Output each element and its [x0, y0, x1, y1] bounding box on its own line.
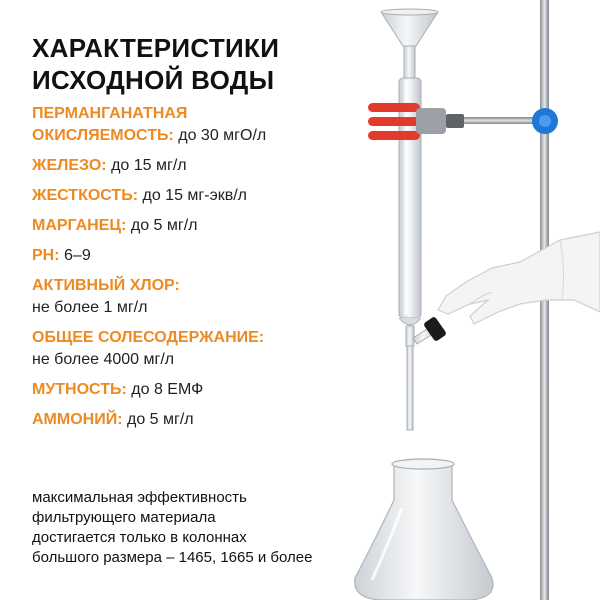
- property-label: АММОНИЙ:: [32, 411, 123, 428]
- property-label: МУТНОСТЬ:: [32, 381, 127, 398]
- efficiency-note: [32, 488, 372, 568]
- note-line-3: достигается только в колоннах: [32, 529, 247, 546]
- note-line-1: максимальная эффективность: [32, 489, 247, 506]
- flask-icon: [355, 459, 493, 600]
- property-manganese: [32, 215, 392, 237]
- property-value: до 5 мг/л: [127, 411, 194, 428]
- property-active-chlorine: [32, 275, 392, 319]
- property-iron: [32, 155, 392, 177]
- property-label: ЖЕСТКОСТЬ:: [32, 187, 139, 204]
- property-ph: [32, 245, 392, 267]
- property-value: до 15 мг-экв/л: [142, 187, 248, 204]
- note-line-4: большого размера – 1465, 1665 и более: [32, 549, 313, 566]
- property-label: МАРГАНЕЦ:: [32, 217, 127, 234]
- property-value: до 15 мг/л: [111, 157, 187, 174]
- property-hardness: [32, 185, 392, 207]
- property-value: не более 4000 мг/л: [32, 351, 175, 368]
- property-label: ОБЩЕЕ СОЛЕСОДЕРЖАНИЕ:: [32, 329, 265, 346]
- property-label: ПЕРМАНГАНАТНАЯ: [32, 105, 188, 122]
- property-value: до 8 ЕМФ: [131, 381, 204, 398]
- property-label: ОКИСЛЯЕМОСТЬ:: [32, 127, 174, 144]
- property-turbidity: [32, 379, 392, 401]
- property-value: до 5 мг/л: [130, 217, 198, 234]
- hand-icon: [438, 232, 600, 324]
- water-characteristics-list: [32, 103, 392, 439]
- property-value: до 30 мгО/л: [178, 127, 267, 144]
- property-label: АКТИВНЫЙ ХЛОР:: [32, 277, 180, 294]
- title-line-1: ХАРАКТЕРИСТИКИ: [32, 33, 280, 63]
- property-value: не более 1 мг/л: [32, 299, 148, 316]
- property-total-salinity: [32, 327, 392, 371]
- property-permanganate: [32, 103, 392, 147]
- clamp-knob-icon: [532, 108, 558, 134]
- funnel-icon: [381, 9, 438, 80]
- property-ammonium: [32, 409, 392, 431]
- property-label: ЖЕЛЕЗО:: [32, 157, 107, 174]
- note-line-2: фильтрующего материала: [32, 509, 216, 526]
- property-value: 6–9: [64, 247, 91, 264]
- title-line-2: ИСХОДНОЙ ВОДЫ: [32, 65, 275, 95]
- page-title: [32, 32, 279, 96]
- property-label: PH:: [32, 247, 60, 264]
